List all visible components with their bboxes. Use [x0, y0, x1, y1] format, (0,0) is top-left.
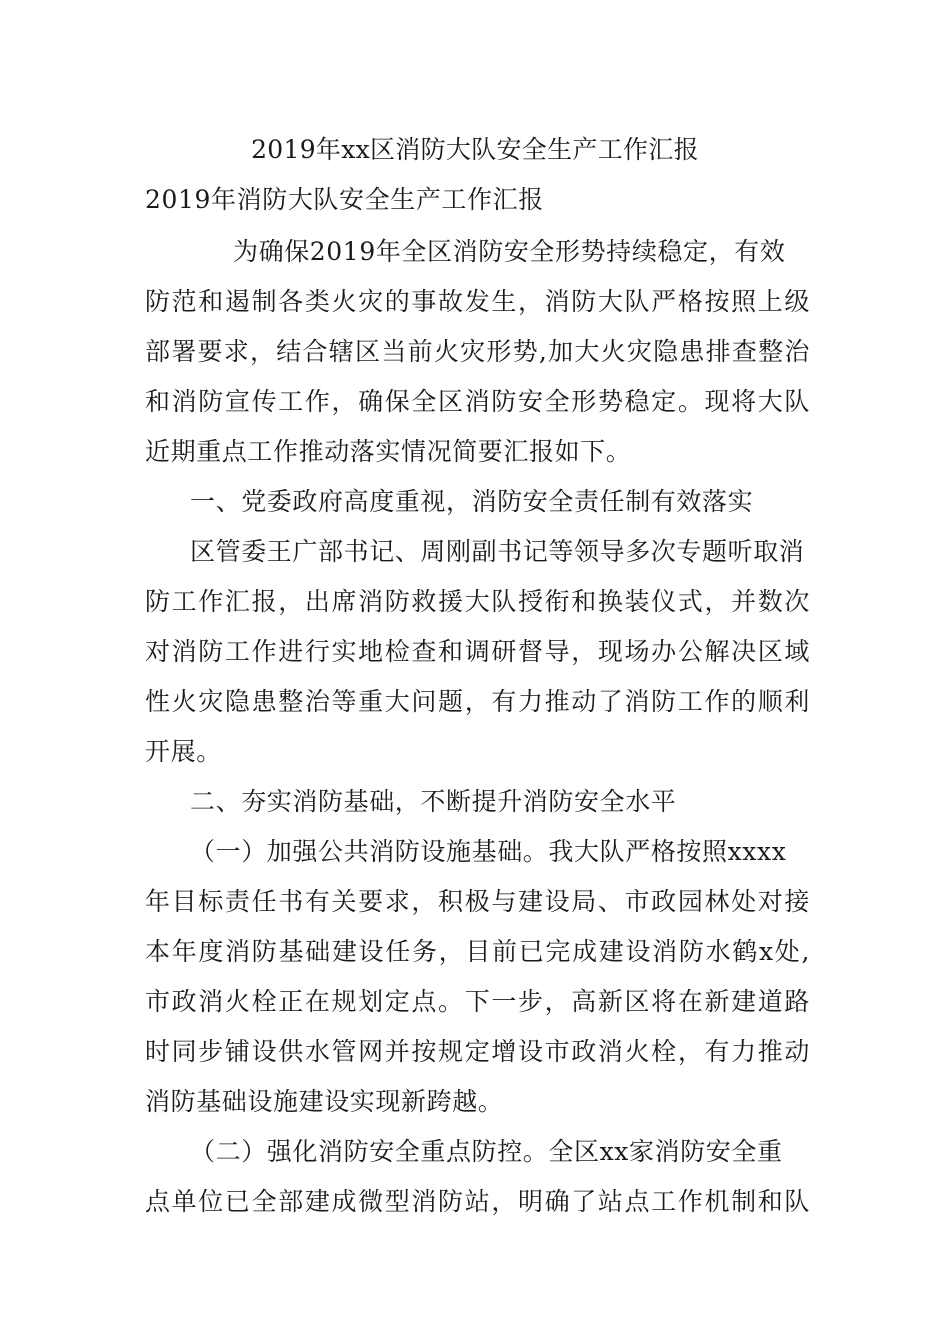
- body-line: 年目标责任书有关要求，积极与建设局、市政园林处对接: [145, 887, 810, 916]
- document-title: 2019年xx区消防大队安全生产工作汇报: [251, 135, 699, 164]
- body-line: 开展。: [145, 737, 222, 766]
- intro-line: 部署要求，结合辖区当前火灾形势,加大火灾隐患排查整治: [145, 337, 810, 366]
- section-heading: 一、党委政府高度重视，消防安全责任制有效落实: [190, 487, 754, 516]
- body-line: 防工作汇报，出席消防救援大队授衔和换装仪式，并数次: [145, 587, 810, 616]
- body-line: 消防基础设施建设实现新跨越。: [145, 1087, 504, 1116]
- body-line: 点单位已全部建成微型消防站，明确了站点工作机制和队: [145, 1187, 810, 1216]
- body-line: 时同步铺设供水管网并按规定增设市政消火栓，有力推动: [145, 1037, 810, 1066]
- body-line: 本年度消防基础建设任务，目前已完成建设消防水鹤x处,: [145, 937, 810, 966]
- body-line: 性火灾隐患整治等重大问题，有力推动了消防工作的顺利: [145, 687, 810, 716]
- section-heading: 二、夯实消防基础，不断提升消防安全水平: [190, 787, 677, 816]
- body-line: （一）加强公共消防设施基础。我大队严格按照xxxx: [190, 837, 787, 866]
- body-line: 市政消火栓正在规划定点。下一步，高新区将在新建道路: [145, 987, 810, 1016]
- document-subtitle: 2019年消防大队安全生产工作汇报: [145, 185, 544, 214]
- intro-line: 近期重点工作推动落实情况简要汇报如下。: [145, 437, 632, 466]
- body-line: 区管委王广部书记、周刚副书记等领导多次专题听取消: [190, 537, 805, 566]
- body-line: （二）强化消防安全重点防控。全区xx家消防安全重: [190, 1137, 783, 1166]
- intro-line: 为确保2019年全区消防安全形势持续稳定，有效: [233, 237, 786, 266]
- body-line: 对消防工作进行实地检查和调研督导，现场办公解决区域: [145, 637, 810, 666]
- intro-line: 防范和遏制各类火灾的事故发生，消防大队严格按照上级: [145, 287, 810, 316]
- intro-line: 和消防宣传工作，确保全区消防安全形势稳定。现将大队: [145, 387, 810, 416]
